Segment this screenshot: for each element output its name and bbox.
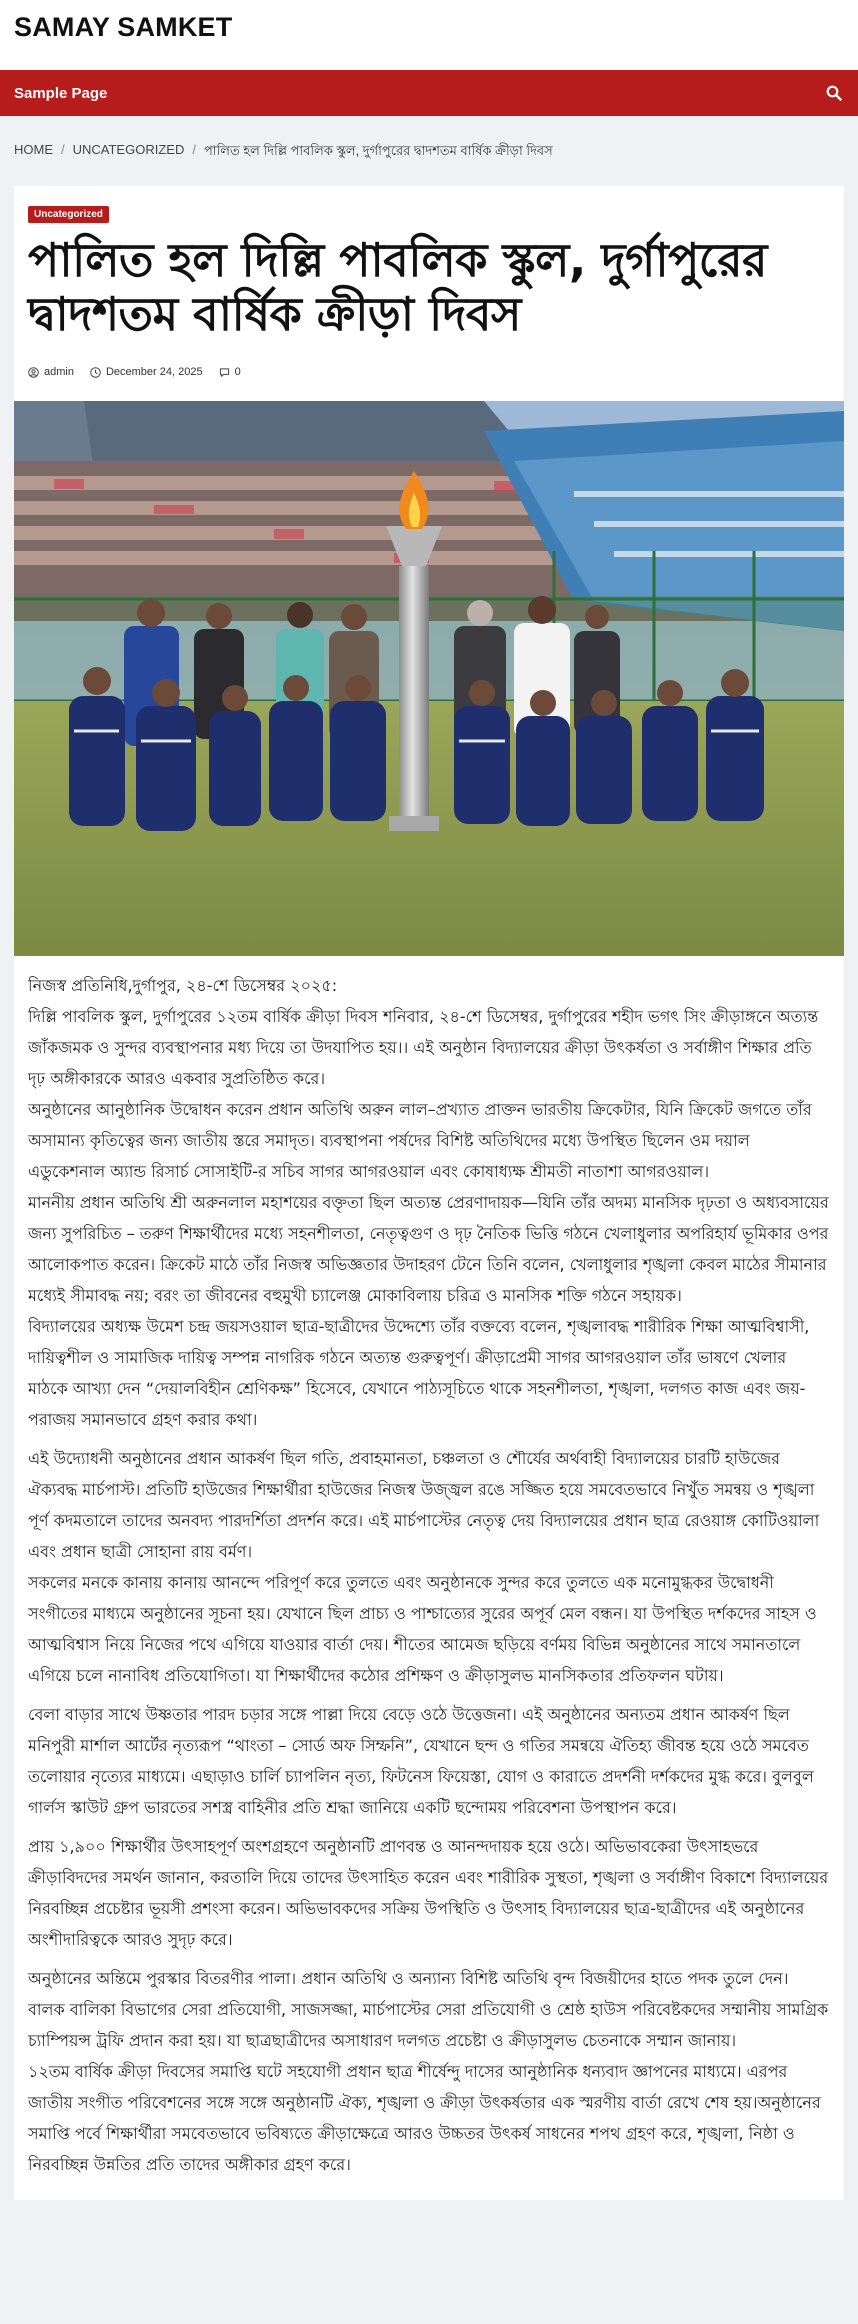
breadcrumb-separator: /: [61, 142, 65, 157]
date-text: December 24, 2025: [105, 366, 203, 378]
article-paragraph: এই উদ্যোধনী অনুষ্ঠানের প্রধান আকর্ষণ ছিল গতি, প্রবাহমানতা, চঞ্চলতা ও শৌর্যের অর্থবাহী বিদ্যালয়ের চারটি হাউজের ঐক্যবদ্ধ মার্চপাস্ট। প্রতিটি হাউজের শিক্ষার্থীরা হাউজের নিজস্ব উজ্জ্বল রঙে সজ্জিত হয়ে সমবেতভাবে নিখুঁত সমন্বয় ও শৃঙ্খলা পূর্ণ কদমতালে তাদের অনবদ্য পারদর্শিতা প্রদর্শন করে। এই মার্চপাস্টের নেতৃত্ব দেয় বিদ্যালয়ের প্রধান ছাত্র রেওয়াঙ্গ কোটিওয়ালা এবং প্রধান ছাত্রী সোহানা রায় বর্মণ।: [28, 1449, 820, 1561]
breadcrumb-separator: /: [192, 142, 196, 157]
article-paragraph: বেলা বাড়ার সাথে উষ্ণতার পারদ চড়ার সঙ্গে পাল্লা দিয়ে বেড়ে ওঠে উত্তেজনা। এই অনুষ্ঠানের অন্যতম প্রধান আকর্ষণ ছিল মনিপুরী মার্শাল আর্টের নৃত্যরূপ “থাংতা – সোর্ড অফ সিম্ফনি”, যেখানে ছন্দ ও গতির সমন্বয়ে ঐতিহ্য জীবন্ত হয়ে ওঠে সমবেত তলোয়ার নৃত্যের মাধ্যমে। এছাড়াও চার্লি চ্যাপলিন নৃত্য, ফিটনেস ফিয়েস্তা, যোগ ও কারাতে প্রদর্শনী দর্শকদের মুগ্ধ করে। বুলবুল গার্লস স্কাউট গ্রুপ ভারতের সশস্ত্র বাহিনীর প্রতি শ্রদ্ধা জানিয়ে একটি ছন্দোময় পরিবেশনা উপস্থাপন করে।: [28, 1705, 814, 1817]
breadcrumb-home[interactable]: HOME: [14, 142, 53, 157]
featured-photo-illustration: [14, 401, 844, 956]
comment-count: 0: [234, 366, 241, 378]
site-header: [0, 0, 858, 70]
post-meta: [28, 357, 830, 387]
breadcrumb-category[interactable]: UNCATEGORIZED: [72, 142, 185, 157]
post-comments[interactable]: [219, 366, 241, 378]
comment-icon: [219, 367, 230, 378]
search-button[interactable]: [824, 83, 844, 103]
author-name: admin: [44, 366, 74, 378]
article: [14, 186, 844, 2200]
article-content: [14, 956, 844, 2200]
nav-item-sample-page[interactable]: Sample Page: [14, 84, 108, 102]
user-icon: [28, 367, 39, 378]
article-paragraph: নিজস্ব প্রতিনিধি,দুর্গাপুর, ২৪-শে ডিসেম্বর ২০২৫:: [28, 976, 338, 995]
article-paragraph: মাননীয় প্রধান অতিথি শ্রী অরুনলাল মহাশয়ের বক্তৃতা ছিল অত্যন্ত প্রেরণাদায়ক—যিনি তাঁর অদম্য মানসিক দৃঢ়তা ও অধ্যবসায়ের জন্য সুপরিচিত – তরুণ শিক্ষার্থীদের মধ্যে সহনশীলতা, নেতৃত্বগুণ ও দৃঢ় নৈতিক ভিত্তি গঠনে খেলাধুলার অপরিহার্য ভূমিকার ওপর আলোকপাত করেন। ক্রিকেট মাঠে তাঁর নিজস্ব অভিজ্ঞতার উদাহরণ টেনে তিনি বলেন, খেলাধুলার শৃঙ্খলা কেবল মাঠের সীমানার মধ্যেই সীমাবদ্ধ নয়; বরং তা জীবনের বহুমুখী চ্যালেঞ্জ মোকাবিলায় চরিত্র ও মানসিক শক্তি গঠনে সহায়ক।: [28, 1193, 829, 1305]
article-paragraph: বিদ্যালয়ের অধ্যক্ষ উমেশ চন্দ্র জয়সওয়াল ছাত্র-ছাত্রীদের উদ্দেশ্যে তাঁর বক্তব্যে বলেন, শৃঙ্খলাবদ্ধ শারীরিক শিক্ষা আত্মবিশ্বাসী, দায়িত্বশীল ও সামাজিক দায়িত্ব সম্পন্ন নাগরিক গঠনে অত্যন্ত গুরুত্বপূর্ণ। ক্রীড়াপ্রেমী সাগর আগরওয়াল তাঁর ভাষণে খেলার মাঠকে আখ্যা দেন “দেয়ালবিহীন শ্রেণিকক্ষ” হিসেবে, যেখানে পাঠ্যসূচিতে থাকে সহনশীলতা, শৃঙ্খলা, দলগত কাজ এবং জয়-পরাজয় সমানভাবে গ্রহণ করার কথা।: [28, 1317, 810, 1429]
article-paragraph: অনুষ্ঠানের অন্তিমে পুরস্কার বিতরণীর পালা। প্রধান অতিথি ও অন্যান্য বিশিষ্ট অতিথি বৃন্দ বিজয়ীদের হাতে পদক তুলে দেন। বালক বালিকা বিভাগের সেরা প্রতিযোগী, সাজসজ্জা, মার্চপাস্টের সেরা প্রতিযোগী ও শ্রেষ্ঠ হাউস পরিবেষ্টকদের সম্মানীয় সামগ্রিক চ্যাম্পিয়ন্স ট্রফি প্রদান করা হয়। যা ছাত্রছাত্রীদের অসাধারণ দলগত প্রচেষ্টা ও ক্রীড়াসুলভ চেতনাকে সম্মান জানায়।: [28, 1969, 829, 2050]
main-navigation: [0, 70, 858, 116]
article-paragraph: দিল্লি পাবলিক স্কুল, দুর্গাপুরের ১২তম বার্ষিক ক্রীড়া দিবস শনিবার, ২৪-শে ডিসেম্বর, দুর্গাপুরের শহীদ ভগৎ সিং ক্রীড়াঙ্গনে অত্যন্ত জাঁকজমক ও সুন্দর ব্যবস্থাপনার মধ্য দিয়ে তা উদযাপিত হয়।। এই অনুষ্ঠান বিদ্যালয়ের ক্রীড়া উৎকর্ষতা ও সর্বাঙ্গীণ শিক্ষার প্রতি দৃঢ় অঙ্গীকারকে আরও একবার সুপ্রতিষ্ঠিত করে।: [28, 1007, 819, 1088]
article-paragraph: প্রায় ১,৯০০ শিক্ষার্থীর উৎসাহপূর্ণ অংশগ্রহণে অনুষ্ঠানটি প্রাণবন্ত ও আনন্দদায়ক হয়ে ওঠে। অভিভাবকেরা উৎসাহভরে ক্রীড়াবিদদের সমর্থন জানান, করতালি দিয়ে তাদের উৎসাহিত করেন এবং শারীরিক সুস্থতা, শৃঙ্খলা ও সর্বাঙ্গীণ বিকাশে বিদ্যালয়ের নিরবচ্ছিন্ন প্রচেষ্টার ভূয়সী প্রশংসা করেন। অভিভাবকদের সক্রিয় উপস্থিতি ও উৎসাহ বিদ্যালয়ের ছাত্র-ছাত্রীদের এই অনুষ্ঠানের অংশীদারিত্বকে আরও সুদৃঢ় করে।: [28, 1837, 829, 1949]
clock-icon: [90, 367, 101, 378]
article-paragraph: সকলের মনকে কানায় কানায় আনন্দে পরিপূর্ণ করে তুলতে এবং অনুষ্ঠানকে সুন্দর করে তুলতে এক মনোমুগ্ধকর উদ্বোধনী সংগীতের মাধ্যমে অনুষ্ঠানের সূচনা হয়। যেখানে ছিল প্রাচ্য ও পাশ্চাত্যের সুরের অপূর্ব মেল বন্ধন। যা উপস্থিত দর্শকদের সাহস ও আত্মবিশ্বাস নিয়ে নিজের পথে এগিয়ে যাওয়ার বার্তা দেয়। শীতের আমেজ ছড়িয়ে বর্ণময় বিভিন্ন অনুষ্ঠানের সাথে সমানতালে এগিয়ে চলে নানাবিধ প্রতিযোগিতা। যা শিক্ষার্থীদের কঠোর প্রশিক্ষণ ও ক্রীড়াসুলভ মানসিকতার প্রতিফলন ঘটায়।: [28, 1573, 817, 1685]
post-author[interactable]: [28, 366, 74, 378]
article-paragraph: ১২তম বার্ষিক ক্রীড়া দিবসের সমাপ্তি ঘটে সহযোগী প্রধান ছাত্র শীর্ষেন্দু দাসের আনুষ্ঠানিক ধন্যবাদ জ্ঞাপনের মাধ্যমে। এরপর জাতীয় সংগীত পরিবেশনের সঙ্গে সঙ্গে অনুষ্ঠানটি ঐক্য, শৃঙ্খলা ও ক্রীড়া উৎকর্ষতার এক স্মরণীয় বার্তা রেখে শেষ হয়।অনুষ্ঠানের সমাপ্তি পর্বে শিক্ষার্থীরা সমবেতভাবে ভবিষ্যতে ক্রীড়াক্ষেত্রে আরও উচ্চতর উৎকর্ষ সাধনের শপথ গ্রহণ করে, শৃঙ্খলা, নিষ্ঠা ও নিরবচ্ছিন্ন উন্নতির প্রতি তাদের অঙ্গীকার গ্রহণ করে।: [28, 2062, 821, 2174]
category-badge[interactable]: Uncategorized: [28, 206, 109, 223]
breadcrumb-current: পালিত হল দিল্লি পাবলিক স্কুল, দুর্গাপুরের দ্বাদশতম বার্ষিক ক্রীড়া দিবস: [203, 143, 553, 158]
featured-image: [14, 401, 844, 956]
article-paragraph: অনুষ্ঠানের আনুষ্ঠানিক উদ্বোধন করেন প্রধান অতিথি অরুন লাল–প্রখ্যাত প্রাক্তন ভারতীয় ক্রিকেটার, যিনি ক্রিকেট জগতে তাঁর অসামান্য কৃতিত্বের জন্য জাতীয় স্তরে সমাদৃত। ব্যবস্থাপনা পর্ষদের বিশিষ্ট অতিথিদের মধ্যে উপস্থিত ছিলেন ওম দয়াল এডুকেশনাল অ্যান্ড রিসার্চ সোসাইটি-র সচিব সাগর আগরওয়াল এবং কোষাধ্যক্ষ শ্রীমতী নাতাশা আগরওয়াল।: [28, 1100, 812, 1181]
breadcrumb: [0, 116, 858, 186]
search-icon: [826, 85, 842, 101]
site-title[interactable]: SAMAY SAMKET: [14, 12, 233, 42]
post-date[interactable]: [90, 366, 203, 378]
post-title: পালিত হল দিল্লি পাবলিক স্কুল, দুর্গাপুরের দ্বাদশতম বার্ষিক ক্রীড়া দিবস: [28, 233, 767, 341]
